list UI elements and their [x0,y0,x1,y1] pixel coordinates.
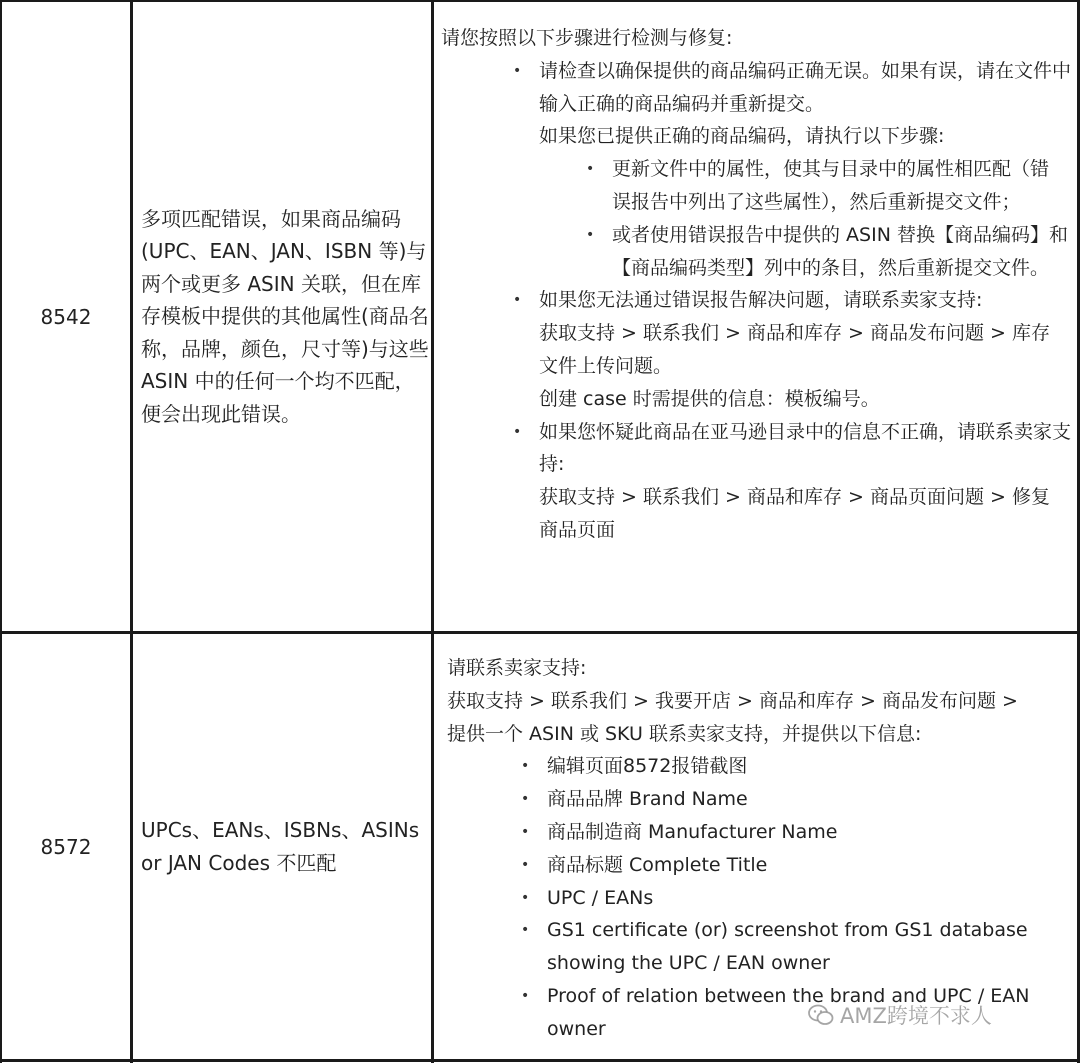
list-item-sub: • 或者使用错误报告中提供的 ASIN 替换【商品编码】和【商品编码类型】列中的条目，然后重新提交文件。 [612,219,1072,285]
steps-intro: 请联系卖家支持: [447,657,587,679]
error-code-8572: 8572 [40,834,92,859]
error-description-8572 [133,634,431,1059]
list-item: • 如果您怀疑此商品在亚马逊目录中的信息不正确，请联系卖家支持: [539,416,1074,482]
list-item: • 商品制造商 Manufacturer Name [547,816,1067,849]
support-path: 获取支持 > 联系我们 > 商品和库存 > 商品发布问题 > 库存文件上传问题。 [539,322,1050,377]
list-item: • 商品品牌 Brand Name [547,783,1067,816]
list-item: • 商品标题 Complete Title [547,849,1067,882]
list-item: • UPC / EANs [547,882,1067,915]
list-item: • 如果您无法通过错误报告解决问题，请联系卖家支持: [539,284,1074,317]
list-item: • Proof of relation between the brand and UPC / EAN owner [547,980,1067,1046]
watermark [808,1000,992,1030]
description-text: 多项匹配错误，如果商品编码(UPC、EAN、JAN、ISBN 等)与两个或更多 ASIN 关联，但在库存模板中提供的其他属性(商品名称，品牌，颜色，尺寸等)与这些 ASIN 中的任何一个均不匹配，便会出现此错误。 [141,206,429,426]
instruction-text: 提供一个 ASIN 或 SKU 联系卖家支持，并提供以下信息: [447,722,922,745]
list-item: • GS1 certificate (or) screenshot from GS1 database showing the UPC / EAN owner [547,914,1067,980]
fix-steps-8572 [447,652,1075,1046]
list-item-sub: • 更新文件中的属性，使其与目录中的属性相匹配（错误报告中列出了这些属性），然后重新提交文件； [612,153,1067,219]
steps-intro: 请您按照以下步骤进行检测与修复: [441,27,733,49]
description-text: UPCs、EANs、ISBNs、ASINs or JAN Codes 不匹配 [141,818,420,875]
bullet-note: 创建 case 时需提供的信息：模板编号。 [539,387,880,410]
bullet-note: 如果您已提供正确的商品编码，请执行以下步骤: [539,125,945,148]
support-path: 获取支持 > 联系我们 > 商品和库存 > 商品页面问题 > 修复商品页面 [539,486,1050,541]
watermark-text: AMZ跨境不求人 [840,1004,992,1028]
error-code-8542: 8542 [40,304,92,329]
column-divider-2 [431,0,434,1063]
list-item: • 编辑页面8572报错截图 [547,750,1067,783]
list-item: • 请检查以确保提供的商品编码正确无误。如果有误，请在文件中输入正确的商品编码并重新提交。 [539,55,1074,121]
error-description-8542 [133,2,431,631]
support-path: 获取支持 > 联系我们 > 我要开店 > 商品和库存 > 商品发布问题 > [447,689,1018,712]
table-border-bottom [0,1059,1080,1062]
fix-steps-8542 [441,22,1075,547]
wechat-icon [808,1004,834,1026]
